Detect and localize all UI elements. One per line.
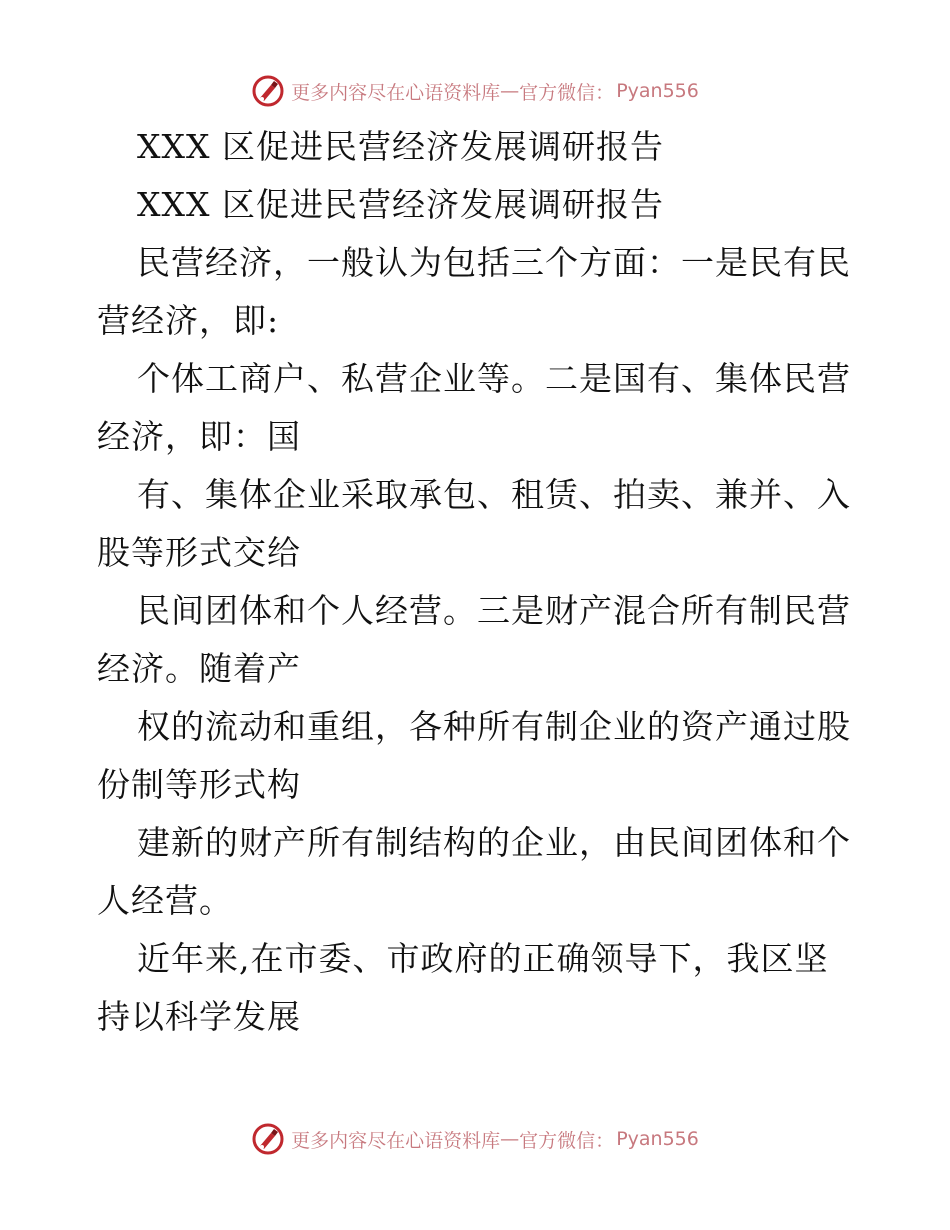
body-paragraph: 民间团体和个人经营。三是财产混合所有制民营经济。随着产 bbox=[97, 591, 851, 688]
document-title: XXX 区促进民营经济发展调研报告 bbox=[137, 127, 664, 166]
body-paragraph: 近年来,在市委、市政府的正确领导下，我区坚持以科学发展 bbox=[97, 939, 829, 1036]
pen-logo-icon bbox=[251, 74, 285, 108]
body-paragraph: 民营经济，一般认为包括三个方面：一是民有民营经济，即: bbox=[97, 243, 851, 340]
body-paragraph: 权的流动和重组，各种所有制企业的资产通过股份制等形式构 bbox=[97, 707, 851, 804]
body-paragraph: 有、集体企业采取承包、租赁、拍卖、兼并、入股等形式交给 bbox=[97, 475, 851, 572]
banner-label: 官方微信： bbox=[519, 81, 615, 104]
banner-separator: — bbox=[500, 1128, 520, 1150]
pen-logo-icon bbox=[251, 1122, 285, 1156]
banner-separator: — bbox=[500, 80, 520, 102]
document-subtitle: XXX 区促进民营经济发展调研报告 bbox=[137, 185, 664, 224]
banner-handle: Pyan556 bbox=[616, 1128, 699, 1150]
banner-text: 更多内容尽在心语资料库 bbox=[291, 81, 501, 104]
banner-label: 官方微信： bbox=[519, 1129, 615, 1152]
banner-handle: Pyan556 bbox=[616, 80, 699, 102]
body-paragraph: 建新的财产所有制结构的企业，由民间团体和个人经营。 bbox=[97, 823, 851, 920]
footer-watermark-banner bbox=[0, 1119, 950, 1159]
header-watermark-banner bbox=[0, 71, 950, 111]
banner-text: 更多内容尽在心语资料库 bbox=[291, 1129, 501, 1152]
body-paragraph: 个体工商户、私营企业等。二是国有、集体民营经济，即：国 bbox=[97, 359, 851, 456]
document-body bbox=[97, 118, 857, 1046]
